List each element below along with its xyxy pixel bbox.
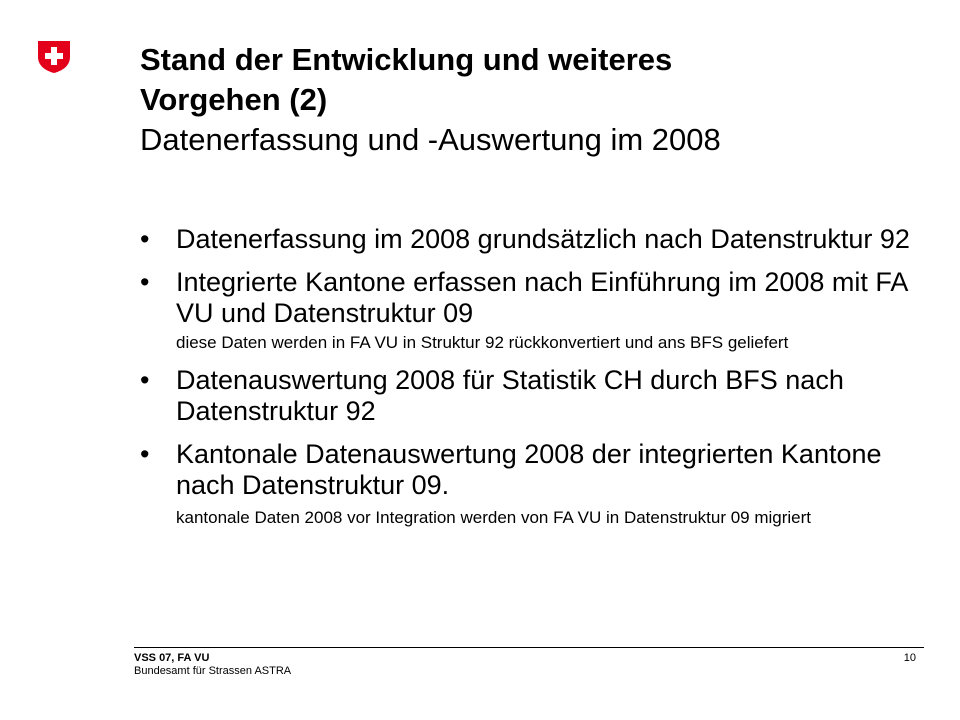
slide-title-line-2: Vorgehen (2) — [140, 82, 328, 117]
bullet-marker: • — [140, 439, 150, 469]
bullet-item — [140, 267, 920, 353]
bullet-item — [140, 439, 920, 533]
page-number: 10 — [903, 652, 916, 664]
bullet-text: Datenauswertung 2008 für Statistik CH durch BFS nach Datenstruktur 92 — [176, 365, 844, 426]
bullet-marker: • — [140, 267, 150, 297]
footer-agency: Bundesamt für Strassen ASTRA — [134, 665, 292, 677]
footer-divider — [134, 647, 924, 648]
swiss-cross-icon — [37, 40, 71, 74]
emblem-cross-horizontal — [45, 53, 63, 59]
bullet-note: diese Daten werden in FA VU in Struktur 92 rückkonvertiert und ans BFS geliefert — [176, 333, 789, 352]
bullet-marker: • — [140, 365, 150, 395]
footer-source — [134, 652, 291, 678]
slide-title — [140, 40, 920, 120]
slide-title-line-1: Stand der Entwicklung und weiteres — [140, 42, 673, 77]
bullet-list — [140, 224, 920, 545]
slide-subtitle: Datenerfassung und -Auswertung im 2008 — [140, 122, 721, 157]
bullet-item — [140, 224, 920, 255]
bullet-note: kantonale Daten 2008 vor Integration werden von FA VU in Datenstruktur 09 migriert — [176, 508, 812, 527]
bullet-item — [140, 365, 920, 427]
bullet-text: Kantonale Datenauswertung 2008 der integrierten Kantone nach Datenstruktur 09. — [176, 439, 882, 500]
bullet-marker: • — [140, 224, 150, 254]
footer-org: VSS 07, FA VU — [134, 652, 210, 664]
bullet-text: Integrierte Kantone erfassen nach Einführung im 2008 mit FA VU und Datenstruktur 09 — [176, 267, 907, 328]
title-block — [140, 40, 920, 160]
bullet-text: Datenerfassung im 2008 grundsätzlich nach Datenstruktur 92 — [176, 224, 910, 254]
